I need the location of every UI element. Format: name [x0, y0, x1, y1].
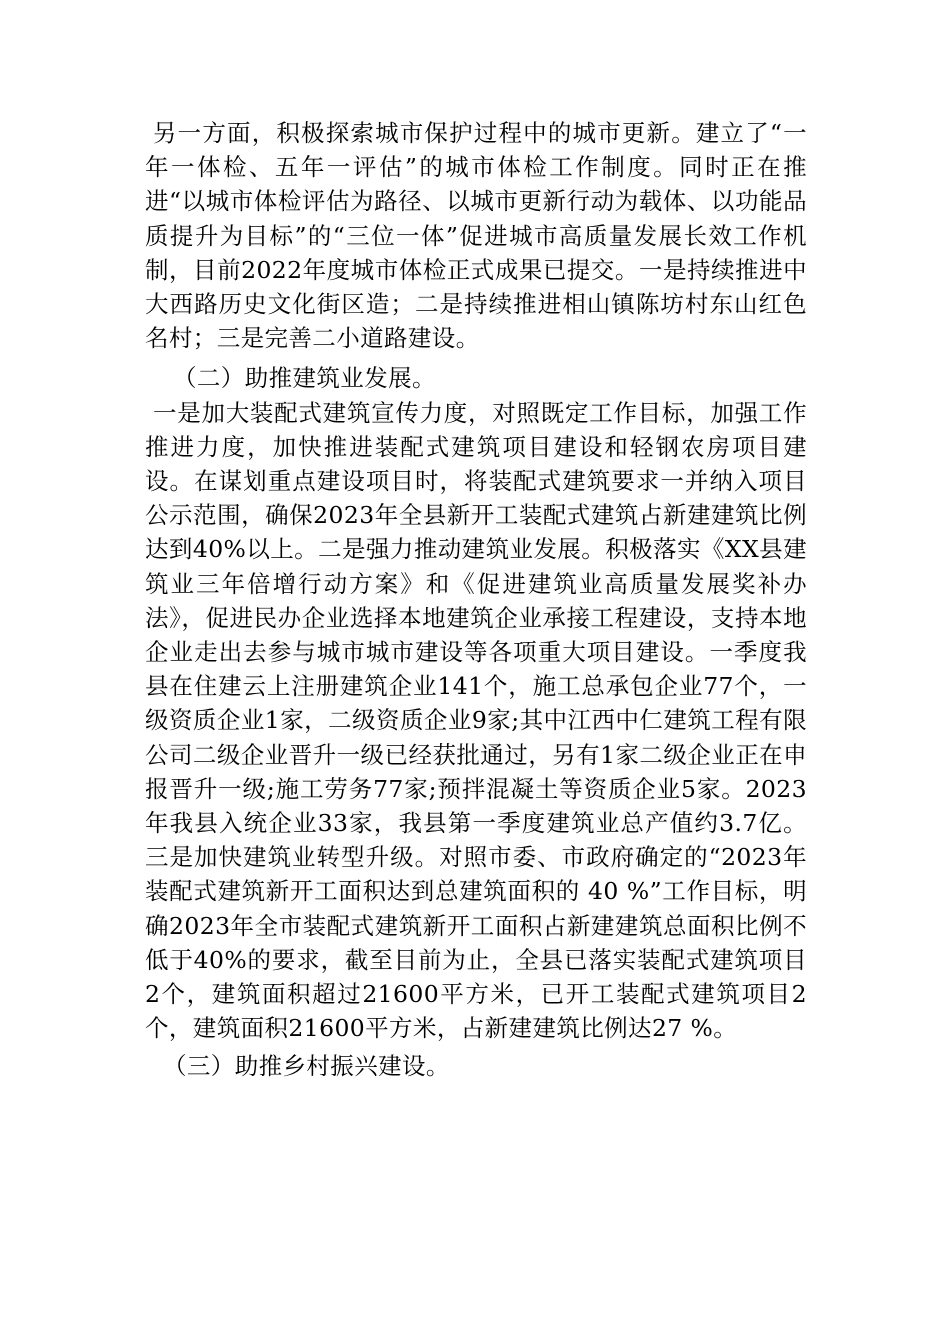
section-heading-rural: （三）助推乡村振兴建设。 [163, 1052, 450, 1081]
paragraph-construction-industry: 一是加大装配式建筑宣传力度，对照既定工作目标，加强工作推进力度，加快推进装配式建筑项目建设和轻钢农房项目建设。在谋划重点建设项目时，将装配式建筑要求一并纳入项目公示范围，确保2023年全县新开工装配式建筑占新建建筑比例达到40%以上。二是强力推动建筑业发展。积极落实《XX县建筑业三年倍增行动方案》和《促进建筑业高质量发展奖补办法》，促进民办企业选择本地建筑企业承接工程建设，支持本地企业走出去参与城市城市建设等各项重大项目建设。一季度我县在住建云上注册建筑企业141个，施工总承包企业77个，一级资质企业1家，二级资质企业9家;其中江西中仁建筑工程有限公司二级企业晋升一级已经获批通过，另有1家二级企业正在申报晋升一级;施工劳务77家;预拌混凝土等资质企业5家。2023年我县入统企业33家，我县第一季度建筑业总产值约3.7亿。三是加快建筑业转型升级。对照市委、市政府确定的“2023年装配式建筑新开工面积达到总建筑面积的 40 %”工作目标，明确2023年全市装配式建筑新开工面积占新建建筑总面积比例不低于40%的要求，截至目前为止，全县已落实装配式建筑项目2个，建筑面积超过21600平方米，已开工装配式建筑项目2个，建筑面积21600平方米，占新建建筑比例达27 %。 [145, 398, 807, 1043]
section-heading-construction: （二）助推建筑业发展。 [173, 364, 436, 393]
document-page [145, 116, 807, 1084]
paragraph-urban-renewal: 另一方面，积极探索城市保护过程中的城市更新。建立了“一年一体检、五年一评估”的城市体检工作制度。同时正在推进“以城市体检评估为路径、以城市更新行动为载体、以功能品质提升为目标”的“三位一体”促进城市高质量发展长效工作机制，目前2022年度城市体检正式成果已提交。一是持续推进中大西路历史文化街区造；二是持续推进相山镇陈坊村东山红色名村；三是完善二小道路建设。 [145, 119, 807, 353]
